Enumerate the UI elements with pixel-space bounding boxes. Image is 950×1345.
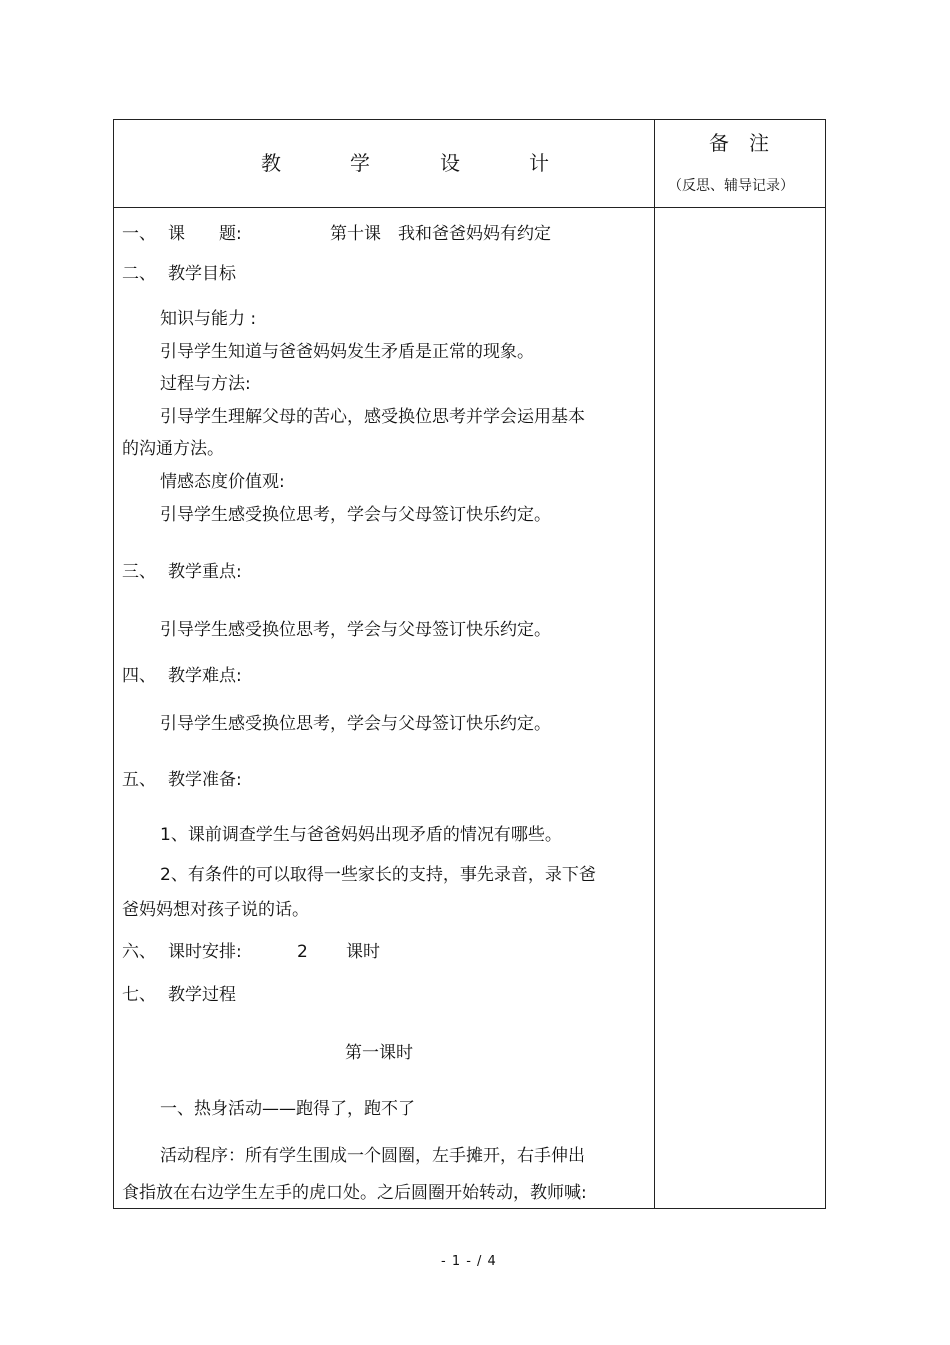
goal-1-heading: 知识与能力 : [160,309,257,329]
section-3-number: 三、 [122,562,156,582]
section-5-number: 五、 [122,770,156,790]
section-6-label: 课时安排: [168,942,242,962]
goal-3-text: 引导学生感受换位思考，学会与父母签订快乐约定。 [160,505,551,525]
lesson-topic: 第十课 我和爸爸妈妈有约定 [330,224,551,244]
section-3-label: 教学重点: [168,562,242,582]
goal-2-text-line-2: 的沟通方法。 [122,439,224,459]
goal-3-heading: 情感态度价值观: [160,472,285,492]
section-2-number: 二、 [122,264,156,284]
column-divider [654,119,655,1209]
lesson-heading: 第一课时 [345,1043,413,1063]
activity-text-line-1: 活动程序：所有学生围成一个圆圈，左手摊开，右手伸出 [160,1146,585,1166]
section-3-text: 引导学生感受换位思考，学会与父母签订快乐约定。 [160,620,551,640]
page-number: - 1 - / 4 [441,1254,497,1269]
header-row-divider [113,207,826,208]
header-title-char-1: 教 [261,151,281,175]
notes-column-subtitle: （反思、辅导记录） [668,178,794,194]
header-title-char-4: 计 [529,151,549,175]
section-4-text: 引导学生感受换位思考，学会与父母签订快乐约定。 [160,714,551,734]
section-4-label: 教学难点: [168,666,242,686]
goal-1-text: 引导学生知道与爸爸妈妈发生矛盾是正常的现象。 [160,342,534,362]
lesson-count-unit: 课时 [346,942,380,962]
section-1-label: 课 题: [168,224,242,244]
section-5-label: 教学准备: [168,770,242,790]
section-7-number: 七、 [122,985,156,1005]
section-6-number: 六、 [122,942,156,962]
activity-title: 一、热身活动——跑得了，跑不了 [160,1099,415,1119]
prep-item-1: 1、课前调查学生与爸爸妈妈出现矛盾的情况有哪些。 [160,825,562,845]
header-title-char-3: 设 [440,151,460,175]
prep-item-2-line-2: 爸妈妈想对孩子说的话。 [122,900,309,920]
header-title-char-2: 学 [350,151,370,175]
lesson-count: 2 [297,942,308,962]
section-4-number: 四、 [122,666,156,686]
section-2-label: 教学目标 [168,264,236,284]
goal-2-text-line-1: 引导学生理解父母的苦心，感受换位思考并学会运用基本 [160,407,585,427]
activity-text-line-2: 食指放在右边学生左手的虎口处。之后圆圈开始转动，教师喊: [122,1183,587,1203]
prep-item-2-line-1: 2、有条件的可以取得一些家长的支持，事先录音，录下爸 [160,865,596,885]
section-1-number: 一、 [122,224,156,244]
section-7-label: 教学过程 [168,985,236,1005]
notes-column-title: 备 注 [709,131,769,155]
goal-2-heading: 过程与方法: [160,374,251,394]
